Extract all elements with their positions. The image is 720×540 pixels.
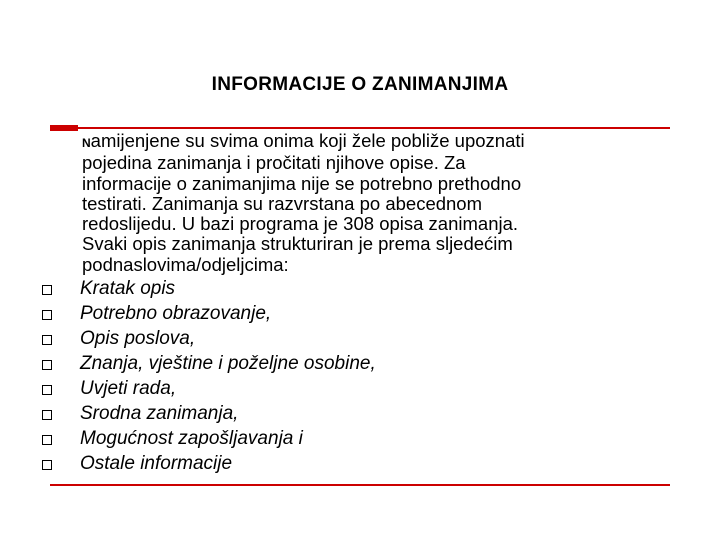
intro-first-letter: N <box>82 136 91 150</box>
top-divider-accent <box>50 125 78 131</box>
list-item-label: Ostale informacije <box>80 452 233 474</box>
list-item <box>42 451 376 476</box>
list-item-label: Kratak opis <box>80 277 176 299</box>
square-bullet-icon <box>42 310 52 320</box>
top-divider-line <box>50 127 670 129</box>
section-list <box>42 276 376 476</box>
intro-line: informacije o zanimanjima nije se potrebno prethodno <box>82 172 522 194</box>
square-bullet-icon <box>42 335 52 345</box>
square-bullet-icon <box>42 360 52 370</box>
square-bullet-icon <box>42 285 52 295</box>
list-item-label: Opis poslova, <box>80 327 196 349</box>
list-item-label: Mogućnost zapošljavanja i <box>80 427 303 449</box>
list-item <box>42 426 376 451</box>
intro-line: podnaslovima/odjeljcima: <box>82 253 289 275</box>
list-item <box>42 376 376 401</box>
square-bullet-icon <box>42 385 52 395</box>
intro-line: testirati. Zanimanja su razvrstana po abecednom <box>82 192 483 214</box>
intro-line <box>82 131 682 153</box>
page-title <box>0 74 720 96</box>
square-bullet-icon <box>42 410 52 420</box>
list-item <box>42 351 376 376</box>
intro-line: Svaki opis zanimanja strukturiran je prema sljedećim <box>82 233 513 255</box>
intro-line-text: amijenjene su svima onima koji žele pobliže upoznati <box>90 130 525 151</box>
square-bullet-icon <box>42 435 52 445</box>
intro-line: redoslijedu. U bazi programa je 308 opisa zanimanja. <box>82 213 519 235</box>
list-item <box>42 401 376 426</box>
list-item-label: Uvjeti rada, <box>80 377 177 399</box>
list-item <box>42 301 376 326</box>
list-item-label: Znanja, vještine i poželjne osobine, <box>80 352 376 374</box>
square-bullet-icon <box>42 460 52 470</box>
list-item-label: Potrebno obrazovanje, <box>80 302 272 324</box>
intro-paragraph <box>82 131 682 275</box>
list-item-label: Srodna zanimanja, <box>80 402 239 424</box>
list-item <box>42 276 376 301</box>
intro-line: pojedina zanimanja i pročitati njihove opise. Za <box>82 152 466 174</box>
bottom-divider <box>50 484 670 486</box>
list-item <box>42 326 376 351</box>
title-text: INFORMACIJE O ZANIMANJIMA <box>211 74 509 95</box>
